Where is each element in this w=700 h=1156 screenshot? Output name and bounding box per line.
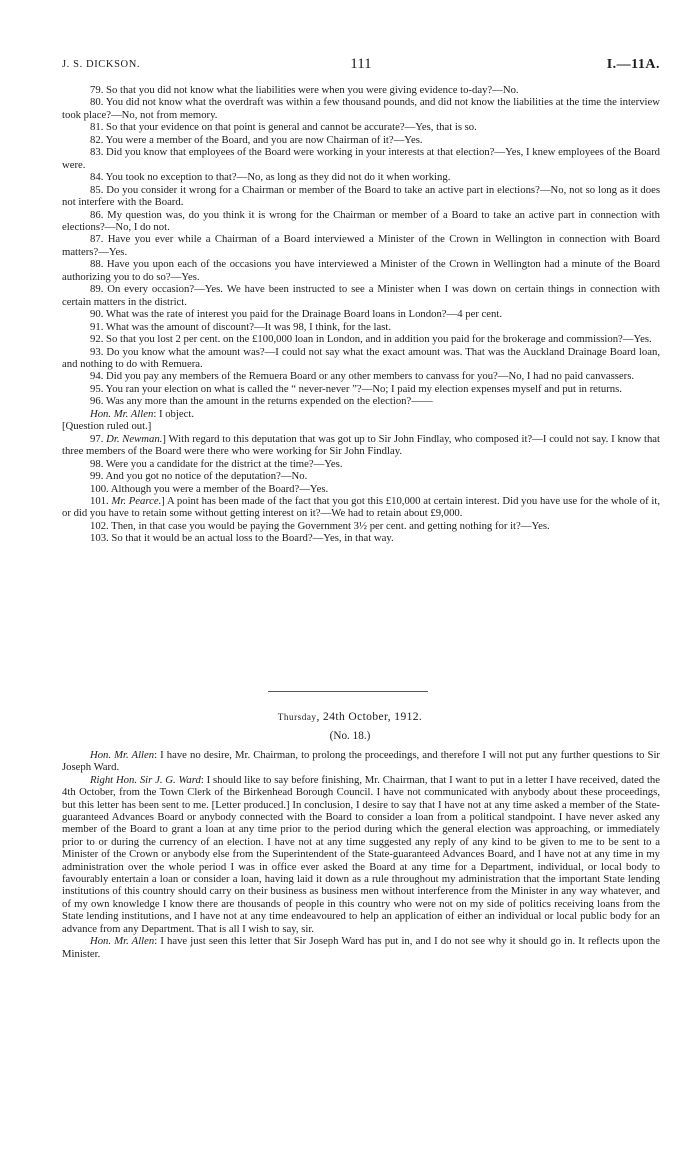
question-92: 92. So that you lost 2 per cent. on the £100,000 loan in London, and in addition you paid for the brokerage and commission?—Yes. [90, 333, 652, 346]
question-88: 88. Have you upon each of the occasions you have interviewed a Minister of the Crown in Wellington had a minute of the Board authorizing you to do so?—Yes. [62, 258, 660, 283]
statements-section [62, 749, 660, 960]
section-divider [268, 691, 428, 692]
question-84: 84. You took no exception to that?—No, as long as they did not do it when working. [90, 171, 451, 184]
statement-text: : I have just seen this letter that Sir Joseph Ward has put in, and I do not see why it should go in. It reflects upon the Minister. [62, 935, 660, 960]
statement-allen [62, 749, 660, 774]
statement-ward [62, 774, 660, 935]
question-95: 95. You ran your election on what is called the “ never-never ”?—No; I paid my election expenses myself and put in returns. [90, 382, 622, 395]
question-98: 98. Were you a candidate for the district at the time?—Yes. [90, 457, 343, 470]
question-93: 93. Do you know what the amount was?—I could not say what the exact amount was. That was the Auckland Drainage Board loan, and nothing to do with Remuera. [62, 345, 660, 370]
question-number: 101. [90, 494, 109, 507]
ruling-note: [Question ruled out.] [62, 420, 152, 433]
session-date-text: , 24th October, 1912. [316, 711, 423, 723]
interjection-text: : I object. [153, 407, 195, 420]
statement-text: : I have no desire, Mr. Chairman, to prolong the proceedings, and therefore I will not put any further questions to Sir Joseph Ward. [62, 749, 660, 774]
question-97 [62, 433, 660, 458]
question-94: 94. Did you pay any members of the Remuera Board or any other members to canvass for you?—No, I had no paid canvassers. [90, 370, 635, 383]
question-answer-section [62, 84, 660, 545]
question-81: 81. So that your evidence on that point is general and cannot be accurate?—Yes, that is so. [90, 121, 477, 134]
question-87: 87. Have you ever while a Chairman of a Board interviewed a Minister of the Crown in Wellington in connection with Board matters?—Yes. [62, 233, 660, 258]
speaker-name: Mr. Pearce. [111, 494, 162, 507]
speaker-name: Dr. Newman. [106, 432, 163, 445]
question-86: 86. My question was, do you think it is wrong for the Chairman or member of a Board to take an active part in connection with elections?—No, I do not. [62, 208, 660, 233]
session-number: (No. 18.) [329, 730, 371, 742]
question-103: 103. So that it would be an actual loss to the Board?—Yes, in that way. [90, 532, 394, 545]
question-90: 90. What was the rate of interest you paid for the Drainage Board loans in London?—4 per cent. [90, 308, 503, 321]
speaker-name: Hon. Mr. Allen [90, 935, 155, 948]
witness-name: J. S. DICKSON. [62, 59, 141, 70]
speaker-name: Hon. Mr. Allen [90, 407, 154, 420]
question-100: 100. Although you were a member of the Board?—Yes. [90, 482, 329, 495]
question-number: 97. [90, 432, 104, 445]
session-day: Thursday [277, 712, 317, 722]
paper-reference: I.—11A. [606, 57, 660, 72]
question-101 [62, 495, 660, 520]
interjection [62, 408, 660, 420]
question-80: 80. You did not know what the overdraft was within a few thousand pounds, and did not know the liabilities at the time the interview took place?—No, not from memory. [62, 96, 660, 121]
question-83: 83. Did you know that employees of the Board were working in your interests at that election?—Yes, I knew employees of the Board were. [62, 146, 660, 171]
speaker-name: Right Hon. Sir J. G. Ward [90, 773, 201, 786]
question-99: 99. And you got no notice of the deputation?—No. [90, 470, 308, 483]
statement-text: : I should like to say before finishing, Mr. Chairman, that I want to put in a letter I have received, dated the 4th October, from the Town Clerk of the Birkenhead Borough Council. I have not communicated with anybody about these proceedings, but this letter has been sent to me. [Letter produced.] In conclusion, I desire to say that I have not at any time asked a member of the State-guaranteed Advances Board or anybody connected with the Board to consider a loan from a political standpoint. I have never asked any member of the Board to grant a loan at any time prior to the period during which the general election was approaching, or immediately prior to or during the currency of an election. I have not at any time suggested any reply of any kind to be given to me to be sent to a Minister of the Crown or anybody else from the Superintendent of the State-guaranteed Advances Board, and I have not at any time in my administration over the whole period I was in office ever asked the Board at any time for a Department, individual, or local body to favourably entertain a loan or consider a loan, having laid it down as a rule throughout my administration that the important State lending institutions of this country should carry on their business as business men without interference from the Minister in any way whatever, and of my own knowledge I know there are thousands of people in this country who were not on my side of politics receiving loans from the State lending institutions, and I have not at any time endeavoured to help an application of either an individual or local public body for an advance from any Department. That is all I wish to say, sir. [62, 773, 660, 935]
question-102: 102. Then, in that case you would be paying the Government 3½ per cent. and getting nothing for it?—Yes. [90, 519, 550, 532]
session-date [0, 711, 700, 723]
question-79: 79. So that you did not know what the liabilities were when you were giving evidence to-day?—No. [90, 84, 519, 96]
page-number: 111 [350, 56, 372, 72]
question-85: 85. Do you consider it wrong for a Chairman or member of the Board to take an active part in elections?—No, not so long as it does not interfere with the Board. [62, 183, 660, 209]
question-89: 89. On every occasion?—Yes. We have been instructed to see a Minister when I was down on certain things in connection with certain matters in the district. [62, 283, 660, 308]
question-82: 82. You were a member of the Board, and you are now Chairman of it?—Yes. [90, 133, 423, 146]
speaker-name: Hon. Mr. Allen [90, 749, 155, 761]
statement-allen-2 [62, 935, 660, 960]
page-header [62, 56, 660, 76]
question-91: 91. What was the amount of discount?—It was 98, I think, for the last. [90, 320, 392, 333]
question-text: ] A point has been made of the fact that you got this £10,000 at certain interest. Did you have use for the whole of it, or did you have to retain some without getting interest on it?—We had to retain about £9,000. [62, 494, 661, 520]
question-text: ] With regard to this deputation that was got up to Sir John Findlay, who composed it?—I could not say. I know that three members of the Board were there who were working for Sir John Findlay. [62, 432, 661, 458]
question-96: 96. Was any more than the amount in the returns expended on the election?—— [90, 395, 433, 408]
